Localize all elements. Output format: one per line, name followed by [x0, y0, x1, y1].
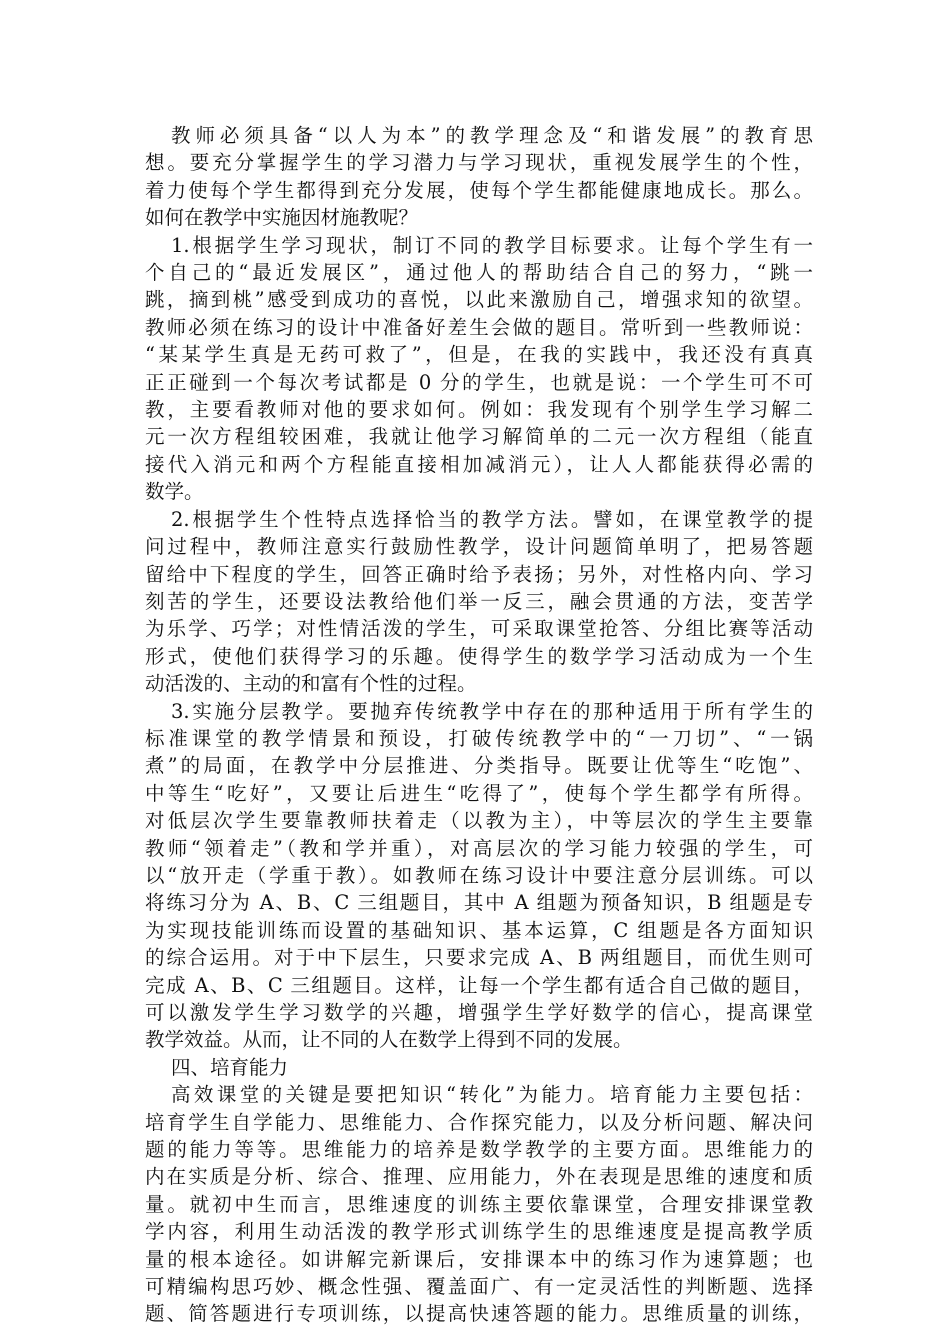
text-line: 刻苦的学生，还要设法教给他们举一反三，融会贯通的方法，变苦学: [145, 589, 813, 613]
text-line: 教师必须具备“以人为本”的教学理念及“和谐发展”的教育思: [171, 124, 813, 147]
text-line: 动活泼的、主动的和富有个性的过程。: [145, 672, 477, 696]
text-line: 想。要充分掌握学生的学习潜力与学习现状，重视发展学生的个性，: [145, 151, 813, 175]
text-line: 的综合运用。对于中下层生，只要求完成 A、B 两组题目，而优生则可: [145, 946, 813, 970]
text-line: 教学效益。从而，让不同的人在数学上得到不同的发展。: [145, 1028, 633, 1052]
text-line: 对低层次学生要靠教师扶着走（以教为主），中等层次的学生主要靠: [145, 809, 813, 833]
document-body: [145, 122, 813, 1328]
text-line: 题的能力等等。思维能力的培养是数学教学的主要方面。思维能力的: [145, 1138, 813, 1162]
text-line: 将练习分为 A、B、C 三组题目，其中 A 组题为预备知识，B 组题是专: [145, 891, 813, 915]
text-line: 正正碰到一个每次考试都是 0 分的学生，也就是说：一个学生可不可: [145, 370, 813, 394]
text-line: 高效课堂的关键是要把知识“转化”为能力。培育能力主要包括：: [171, 1083, 813, 1107]
text-line: 个自己的“最近发展区”，通过他人的帮助结合自己的努力，“跳一: [145, 261, 813, 285]
text-line: 1.根据学生学习现状，制订不同的教学目标要求。让每个学生有一: [171, 233, 813, 257]
text-line: 2.根据学生个性特点选择恰当的教学方法。譬如，在课堂教学的提: [171, 507, 813, 531]
text-line: 问过程中，教师注意实行鼓励性教学，设计问题简单明了，把易答题: [145, 535, 813, 559]
text-line: 以“放开走（学重于教）。如教师在练习设计中要注意分层训练。可以: [145, 863, 813, 887]
text-line: 数学。: [145, 480, 204, 504]
text-line: 留给中下程度的学生，回答正确时给予表扬；另外，对性格内向、学习: [145, 562, 813, 586]
text-line: 形式，使他们获得学习的乐趣。使得学生的数学学习活动成为一个生: [145, 644, 813, 668]
text-line: 跳，摘到桃”感受到成功的喜悦，以此来激励自己，增强求知的欲望。: [145, 288, 813, 312]
text-line: 着力使每个学生都得到充分发展，使每个学生都能健康地成长。那么。: [145, 178, 813, 202]
text-line: 完成 A、B、C 三组题目。这样，让每一个学生都有适合自己做的题目，: [145, 973, 813, 997]
text-line: 煮”的局面，在教学中分层推进、分类指导。既要让优等生“吃饱”、: [145, 754, 813, 778]
text-line: 四、培育能力: [171, 1055, 289, 1079]
text-line: 量。就初中生而言，思维速度的训练主要依靠课堂，合理安排课堂教: [145, 1192, 813, 1216]
text-line: 为乐学、巧学；对性情活泼的学生，可采取课堂抢答、分组比赛等活动: [145, 617, 813, 641]
text-line: 教师必须在练习的设计中准备好差生会做的题目。常听到一些教师说：: [145, 315, 813, 339]
text-line: 为实现技能训练而设置的基础知识、基本运算，C 组题是各方面知识: [145, 918, 813, 942]
text-line: 可精编构思巧妙、概念性强、覆盖面广、有一定灵活性的判断题、选择: [145, 1275, 813, 1299]
text-line: 内在实质是分析、综合、推理、应用能力，外在表现是思维的速度和质: [145, 1165, 813, 1189]
text-line: 题、简答题进行专项训练，以提高快速答题的能力。思维质量的训练，: [145, 1302, 813, 1326]
text-line: 教师“领着走”（教和学并重），对高层次的学习能力较强的学生，可: [145, 836, 813, 860]
text-line: 学内容，利用生动活泼的教学形式训练学生的思维速度是提高教学质: [145, 1220, 813, 1244]
text-line: “某某学生真是无药可救了”，但是，在我的实践中，我还没有真真: [145, 343, 813, 367]
text-line: 中等生“吃好”，又要让后进生“吃得了”，使每个学生都学有所得。: [145, 781, 813, 805]
text-line: 3.实施分层教学。要抛弃传统教学中存在的那种适用于所有学生的: [171, 699, 813, 723]
text-line: 量的根本途径。如讲解完新课后，安排课本中的练习作为速算题；也: [145, 1247, 813, 1271]
text-line: 接代入消元和两个方程能直接相加减消元），让人人都能获得必需的: [145, 452, 813, 476]
text-line: 可以激发学生学习数学的兴趣，增强学生学好数学的信心，提高课堂: [145, 1001, 813, 1024]
text-line: 培育学生自学能力、思维能力、合作探究能力，以及分析问题、解决问: [145, 1110, 813, 1134]
text-line: 如何在教学中实施因材施教呢？: [145, 206, 419, 230]
text-line: 标准课堂的教学情景和预设，打破传统教学中的“一刀切”、“一锅: [145, 726, 813, 750]
text-line: 教，主要看教师对他的要求如何。例如：我发现有个别学生学习解二: [145, 398, 813, 422]
text-line: 元一次方程组较困难，我就让他学习解简单的二元一次方程组（能直: [145, 425, 813, 449]
